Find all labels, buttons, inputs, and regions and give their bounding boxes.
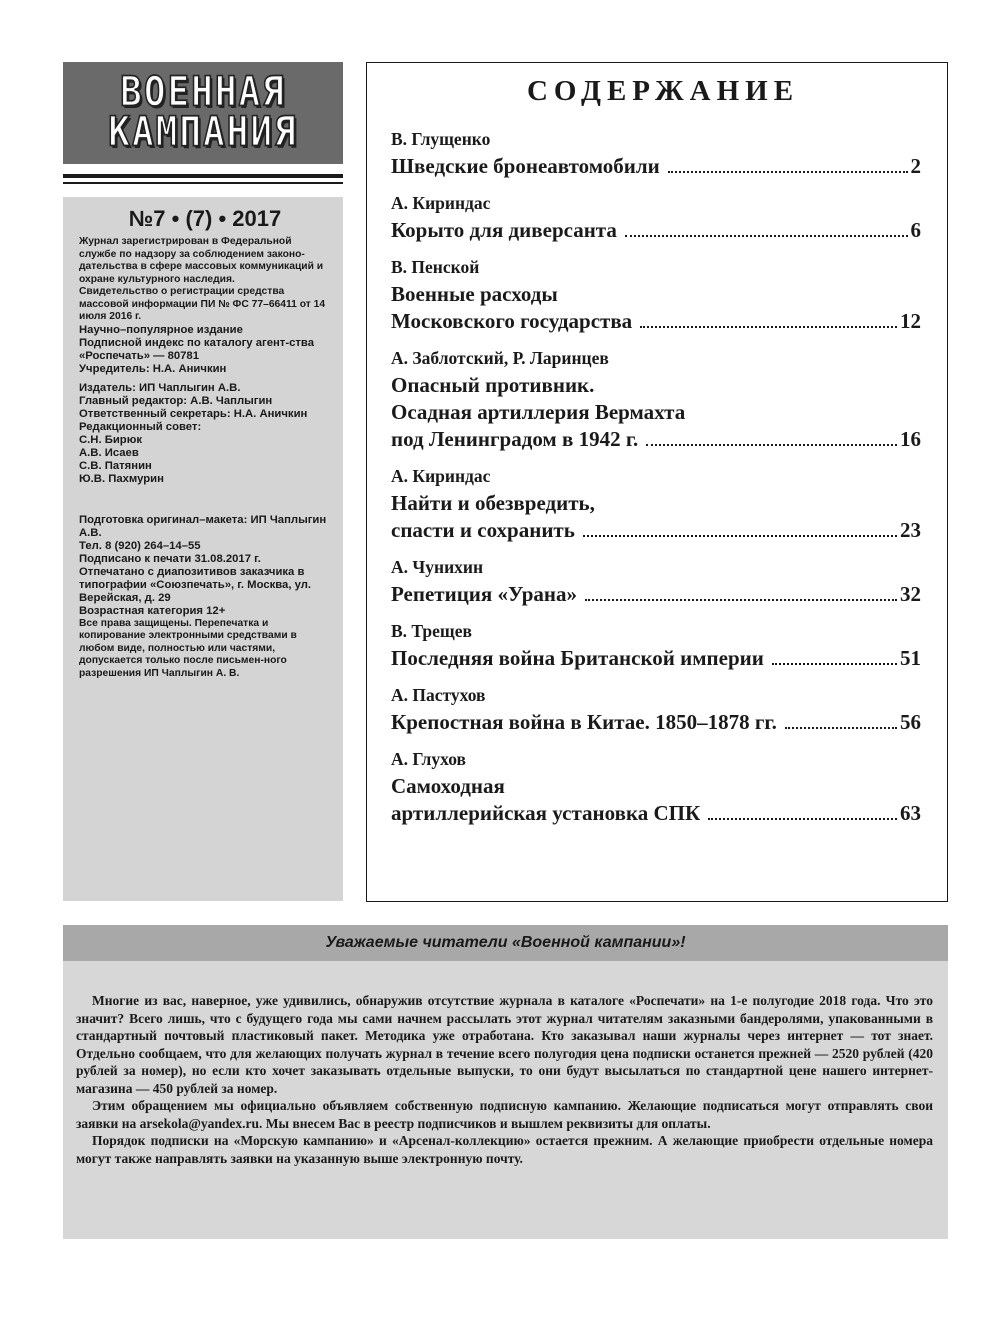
toc-entry [391, 466, 921, 544]
rights-text: Все права защищены. Перепечатка и копирование электронными средствами в любом виде, полностью или частями, допускается только после письмен-ного разрешения ИП Чаплыгин А. В. [79, 617, 297, 679]
toc-entry [391, 749, 921, 827]
toc-entry [391, 257, 921, 335]
layout-prep: Подготовка оригинал–макета: ИП Чаплыгин А.В. [79, 513, 327, 539]
toc-title-line: Осадная артиллерия Вермахта [391, 400, 686, 424]
toc-author: А. Заблотский, Р. Ларинцев [391, 348, 609, 368]
magazine-logo [63, 62, 343, 164]
toc-author: В. Трещев [391, 621, 472, 641]
logo-line-1: ВОЕННАЯ [120, 68, 286, 116]
notice-paragraph: Порядок подписки на «Морскую кампанию» и «Арсенал-коллекцию» остается прежним. А желающие приобрести отдельные номера могут также направлять заявки на указанную выше электронную почту. [76, 1133, 933, 1166]
reader-notice [63, 925, 948, 1239]
toc-list [391, 129, 921, 827]
divider-thick [63, 174, 343, 178]
age-category: Возрастная категория 12+ [79, 604, 226, 617]
toc-leader-dots [640, 326, 897, 328]
toc-leader-dots [646, 444, 897, 446]
signed-date: Подписано к печати 31.08.2017 г. [79, 552, 261, 565]
toc-title-line: Крепостная война в Китае. 1850–1878 гг. [391, 710, 777, 734]
toc-leader-dots [625, 235, 908, 237]
toc-entry [391, 621, 921, 672]
toc-title-line: Корыто для диверсанта [391, 218, 617, 242]
registration-text: Журнал зарегистрирован в Федеральной службе по надзору за соблюдением законо-дательства в сфере массовых коммуникаций и охране культурного наследия. [79, 236, 324, 285]
toc-title-line: Найти и обезвредить, [391, 491, 595, 515]
toc-author: А. Глухов [391, 749, 466, 769]
toc-page-number: 63 [900, 801, 921, 825]
toc-page-number: 6 [910, 218, 921, 242]
toc-page-number: 51 [900, 646, 921, 670]
toc-author: А. Кириндас [391, 466, 491, 486]
toc-title-line: артиллерийская установка СПК [391, 801, 701, 825]
phone: Тел. 8 (920) 264–14–55 [79, 539, 201, 552]
board-member: С.Н. Бирюк [79, 433, 142, 446]
toc-title-row [391, 517, 921, 544]
toc-title-line: Московского государства [391, 309, 633, 333]
toc-author: А. Кириндас [391, 193, 491, 213]
board-label: Редакционный совет: [79, 420, 202, 433]
toc-title-line: Самоходная [391, 774, 505, 798]
divider-thin [63, 182, 343, 184]
toc-entry [391, 685, 921, 736]
toc-leader-dots [583, 535, 897, 537]
toc-page-number: 56 [900, 710, 921, 734]
logo-line-2: КАМПАНИЯ [108, 108, 298, 156]
toc-title-line: под Ленинградом в 1942 г. [391, 427, 639, 451]
printed-by: Отпечатано с диапозитивов заказчика в типографии «Союзпечать», г. Москва, ул. Верейская, д. 29 [79, 565, 312, 604]
notice-paragraph: Многие из вас, наверное, уже удивились, обнаружив отсутствие журнала в каталоге «Роспечати» на 1-е полугодие 2018 года. Что это значит? Всего лишь, что с будущего года мы сами начнем рассылать этот журнал читателям заказными бандеролями, упакованными в стандартный почтовый пластиковый пакет. Методика уже отработана. Кто заказывал наши журналы через интернет — тот знает. Отдельно сообщаем, что для желающих получать журнал в течение всего полугодия цена подписки останется прежней — 2520 рублей (420 рублей за номер), но если кто хочет заказывать отдельные выпуски, то они будут высылаться по стандартной цене нашего интернет-магазина — 450 рублей за номер. [76, 993, 933, 1096]
toc-entry [391, 193, 921, 244]
table-of-contents [366, 62, 948, 902]
notice-paragraph: Этим обращением мы официально объявляем собственную подписную кампанию. Желающие подписаться могут отправлять свои заявки на arsekola@yandex.ru. Мы внесем Вас в реестр подписчиков и вышлем реквизиты для оплаты. [76, 1098, 933, 1131]
toc-title-row [391, 800, 921, 827]
contents-title: СОДЕРЖАНИЕ [526, 75, 800, 107]
issue-number: №7 • (7) • 2017 [128, 206, 282, 231]
toc-title-row [391, 217, 921, 244]
toc-author: В. Пенской [391, 257, 480, 277]
notice-body [63, 961, 948, 1167]
toc-title-line: Последняя война Британской империи [391, 646, 764, 670]
toc-title-line: Репетиция «Урана» [391, 582, 577, 606]
founder: Учредитель: Н.А. Аничкин [79, 362, 227, 375]
toc-page-number: 12 [900, 309, 921, 333]
toc-title-line: спасти и сохранить [391, 518, 575, 542]
certificate-text: Свидетельство о регистрации средства массовой информации ПИ № ФС 77–66411 от 14 июля 2016 г. [79, 286, 326, 322]
toc-entry [391, 129, 921, 180]
toc-title-row [391, 645, 921, 672]
edition-type: Научно–популярное издание [79, 323, 243, 336]
secretary: Ответственный секретарь: Н.А. Аничкин [79, 407, 308, 420]
toc-title-line: Опасный противник. [391, 373, 595, 397]
board-member: С.В. Патянин [79, 459, 152, 472]
toc-title-row [391, 709, 921, 736]
editor-in-chief: Главный редактор: А.В. Чаплыгин [79, 394, 273, 407]
board-member: А.В. Исаев [79, 446, 139, 459]
toc-title-row [391, 426, 921, 453]
toc-page-number: 32 [900, 582, 921, 606]
board-member: Ю.В. Пахмурин [79, 472, 164, 485]
toc-entry [391, 557, 921, 608]
toc-title-row [391, 153, 921, 180]
toc-author: А. Пастухов [391, 685, 486, 705]
toc-leader-dots [785, 727, 897, 729]
toc-page-number: 2 [910, 154, 921, 178]
toc-leader-dots [708, 818, 897, 820]
subscription-index: Подписной индекс по каталогу агент-ства «Роспечать» — 80781 [79, 336, 315, 362]
toc-leader-dots [668, 171, 908, 173]
toc-title-row [391, 308, 921, 335]
imprint-panel [63, 197, 343, 901]
toc-title-line: Шведские бронеавтомобили [391, 154, 660, 178]
toc-leader-dots [585, 599, 897, 601]
toc-page-number: 23 [900, 518, 921, 542]
toc-entry [391, 348, 921, 453]
toc-author: В. Глущенко [391, 129, 491, 149]
notice-heading: Уважаемые читатели «Военной кампании»! [63, 925, 948, 961]
toc-author: А. Чунихин [391, 557, 484, 577]
toc-page-number: 16 [900, 427, 921, 451]
publisher: Издатель: ИП Чаплыгин А.В. [79, 381, 241, 394]
toc-title-row [391, 581, 921, 608]
toc-leader-dots [772, 663, 897, 665]
toc-title-line: Военные расходы [391, 282, 558, 306]
